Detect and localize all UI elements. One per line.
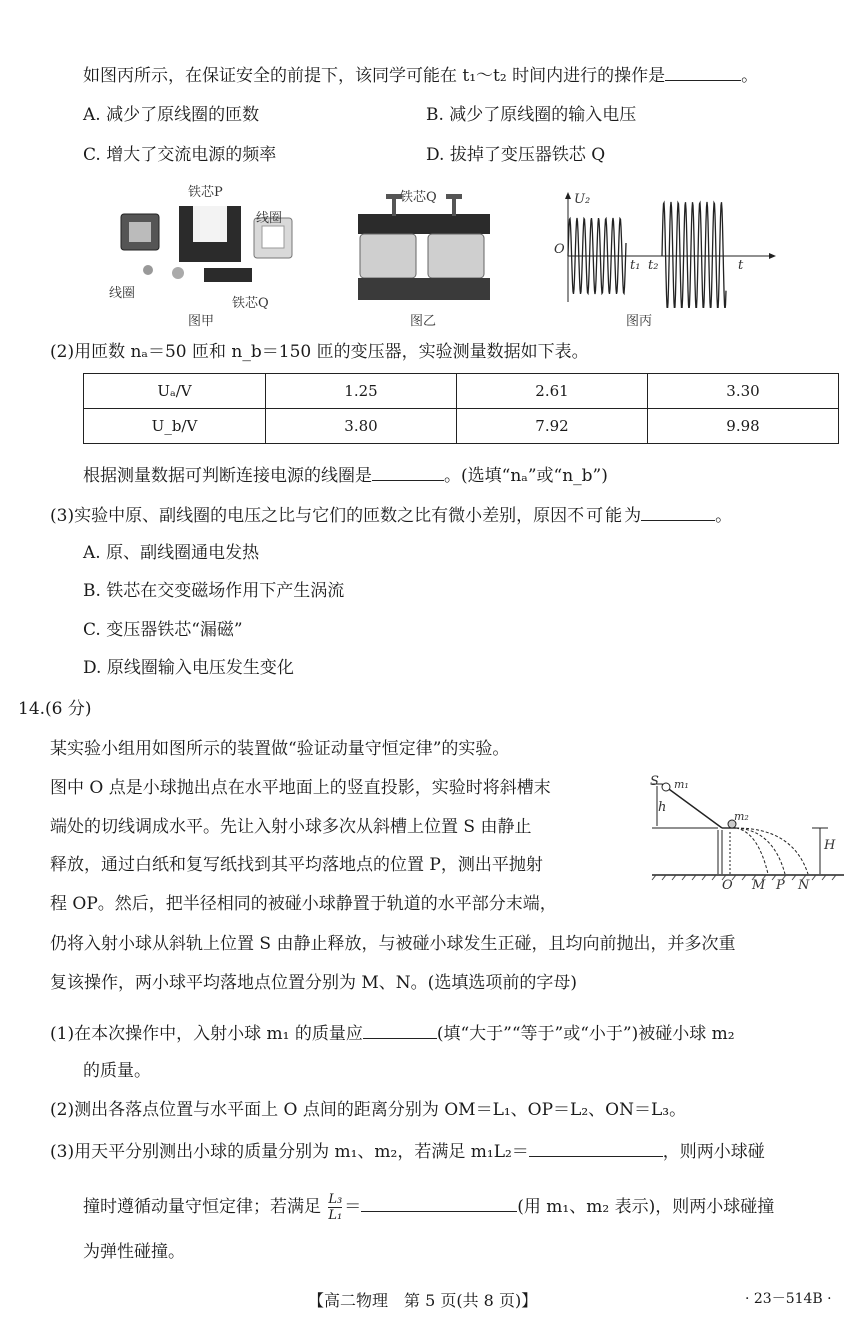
figure-bing: [550, 190, 780, 330]
label-big-h: H: [824, 838, 836, 853]
label-core-q: 铁芯Q: [232, 296, 269, 311]
answer-blank[interactable]: [641, 502, 715, 521]
label-n: N: [798, 878, 810, 893]
q14-part3-cont: 撞时遵循动量守恒定律；若满足 $\frac{\text{L₃}}{\text{L₁}}$ ＝ (用 m₁、m₂ 表示)，则两小球碰撞: [83, 1192, 775, 1223]
figure-caption: 图丙: [626, 314, 653, 329]
collision-apparatus-diagram: [648, 774, 848, 898]
axis-label-t: t: [738, 258, 744, 273]
option-b: B. 铁芯在交变磁场作用下产生涡流: [83, 581, 345, 601]
t1-label: t₁: [630, 258, 641, 273]
option-a: A. 原、副线圈通电发热: [83, 543, 260, 563]
axis-label-u2: U₂: [574, 192, 591, 207]
answer-blank[interactable]: [363, 1020, 437, 1039]
q14-part3-end: 为弹性碰撞。: [83, 1242, 185, 1262]
table-cell: 7.92: [457, 409, 648, 444]
q13-intro: 如图丙所示，在保证安全的前提下，该同学可能在 t₁～t₂ 时间内进行的操作是 。: [83, 62, 758, 88]
option-a: A. 减少了原线圈的匝数: [83, 105, 260, 125]
label-h: h: [658, 800, 667, 815]
option-c: C. 增大了交流电源的频率: [83, 145, 277, 165]
table-cell: 2.61: [457, 374, 648, 409]
answer-blank[interactable]: [361, 1193, 517, 1212]
row-head: U_b/V: [84, 409, 266, 444]
label-coil-right: 线圈: [256, 211, 283, 226]
answer-blank[interactable]: [665, 62, 741, 81]
q14-part1: (1)在本次操作中，入射小球 m₁ 的质量应 (填“大于”“等于”或“小于”)被碰小球 m₂: [50, 1020, 735, 1046]
table-cell: 9.98: [648, 409, 839, 444]
q14-header: 14.(6 分): [18, 699, 92, 719]
label-core-p: 铁芯P: [188, 185, 223, 200]
option-b: B. 减少了原线圈的输入电压: [426, 105, 637, 125]
table-row: [84, 374, 839, 409]
page-footer: 【高二物理 第 5 页(共 8 页)】: [308, 1291, 538, 1310]
label-m: M: [752, 878, 766, 893]
q14-line6: 仍将入射小球从斜轨上位置 S 由静止释放，与被碰小球发生正碰，且均向前抛出，并多次重: [50, 934, 736, 954]
q13-part2: (2)用匝数 nₐ＝50 匝和 n_b＝150 匝的变压器，实验测量数据如下表。: [50, 342, 589, 362]
row-head: Uₐ/V: [84, 374, 266, 409]
option-c: C. 变压器铁芯“漏磁”: [83, 620, 243, 640]
measurement-table: [83, 373, 839, 444]
fraction: $\frac{\text{L₃}}{\text{L₁}}$: [328, 1192, 343, 1223]
figure-caption: 图乙: [410, 314, 437, 329]
paper-code: · 23－514B ·: [745, 1291, 832, 1307]
q13-judge: 根据测量数据可判断连接电源的线圈是 。(选填“nₐ”或“n_b”): [83, 462, 608, 488]
label-m1: m₁: [674, 778, 689, 791]
figure-yi: [352, 180, 502, 330]
figure-caption: 图甲: [188, 314, 215, 329]
q14-line4: 释放，通过白纸和复写纸找到其平均落地点的位置 P，测出平抛射: [50, 855, 543, 875]
table-row: [84, 409, 839, 444]
table-cell: 3.30: [648, 374, 839, 409]
q14-line3: 端处的切线调成水平。先让入射小球多次从斜槽上位置 S 由静止: [50, 817, 532, 837]
q14-line1: 某实验小组用如图所示的装置做“验证动量守恒定律”的实验。: [50, 739, 510, 759]
t2-label: t₂: [648, 258, 659, 273]
waveform-graph: [550, 190, 780, 308]
figure-jia: [106, 178, 306, 328]
q14-line2: 图中 O 点是小球抛出点在水平地面上的竖直投影，实验时将斜槽末: [50, 778, 551, 798]
answer-blank[interactable]: [372, 462, 444, 481]
label-p: P: [776, 878, 785, 893]
table-cell: 3.80: [266, 409, 457, 444]
label-s: S: [650, 774, 659, 789]
q14-line5: 程 OP。然后，把半径相同的被碰小球静置于轨道的水平部分末端，: [50, 894, 557, 914]
label-core-q: 铁芯Q: [400, 190, 437, 205]
q14-part1-cont: 的质量。: [83, 1061, 151, 1081]
q14-part3: (3)用天平分别测出小球的质量分别为 m₁、m₂，若满足 m₁L₂＝ ，则两小球碰: [50, 1138, 765, 1164]
option-d: D. 拔掉了变压器铁芯 Q: [426, 145, 606, 165]
label-m2: m₂: [734, 810, 749, 823]
label-o: O: [722, 878, 733, 893]
option-d: D. 原线圈输入电压发生变化: [83, 658, 294, 678]
label-coil-left: 线圈: [109, 286, 136, 301]
origin-label: O: [554, 242, 565, 257]
apparatus-drawing: [648, 774, 848, 898]
q13-part3: (3)实验中原、副线圈的电压之比与它们的匝数之比有微小差别，原因不可能为 。: [50, 502, 732, 528]
q14-part2: (2)测出各落点位置与水平面上 O 点间的距离分别为 OM＝L₁、OP＝L₂、ON＝L₃。: [50, 1100, 687, 1120]
table-cell: 1.25: [266, 374, 457, 409]
q14-line7: 复该操作，两小球平均落地点位置分别为 M、N。(选填选项前的字母): [50, 973, 577, 993]
answer-blank[interactable]: [529, 1138, 663, 1157]
emphasis-dots-text: 不可能: [567, 506, 625, 526]
